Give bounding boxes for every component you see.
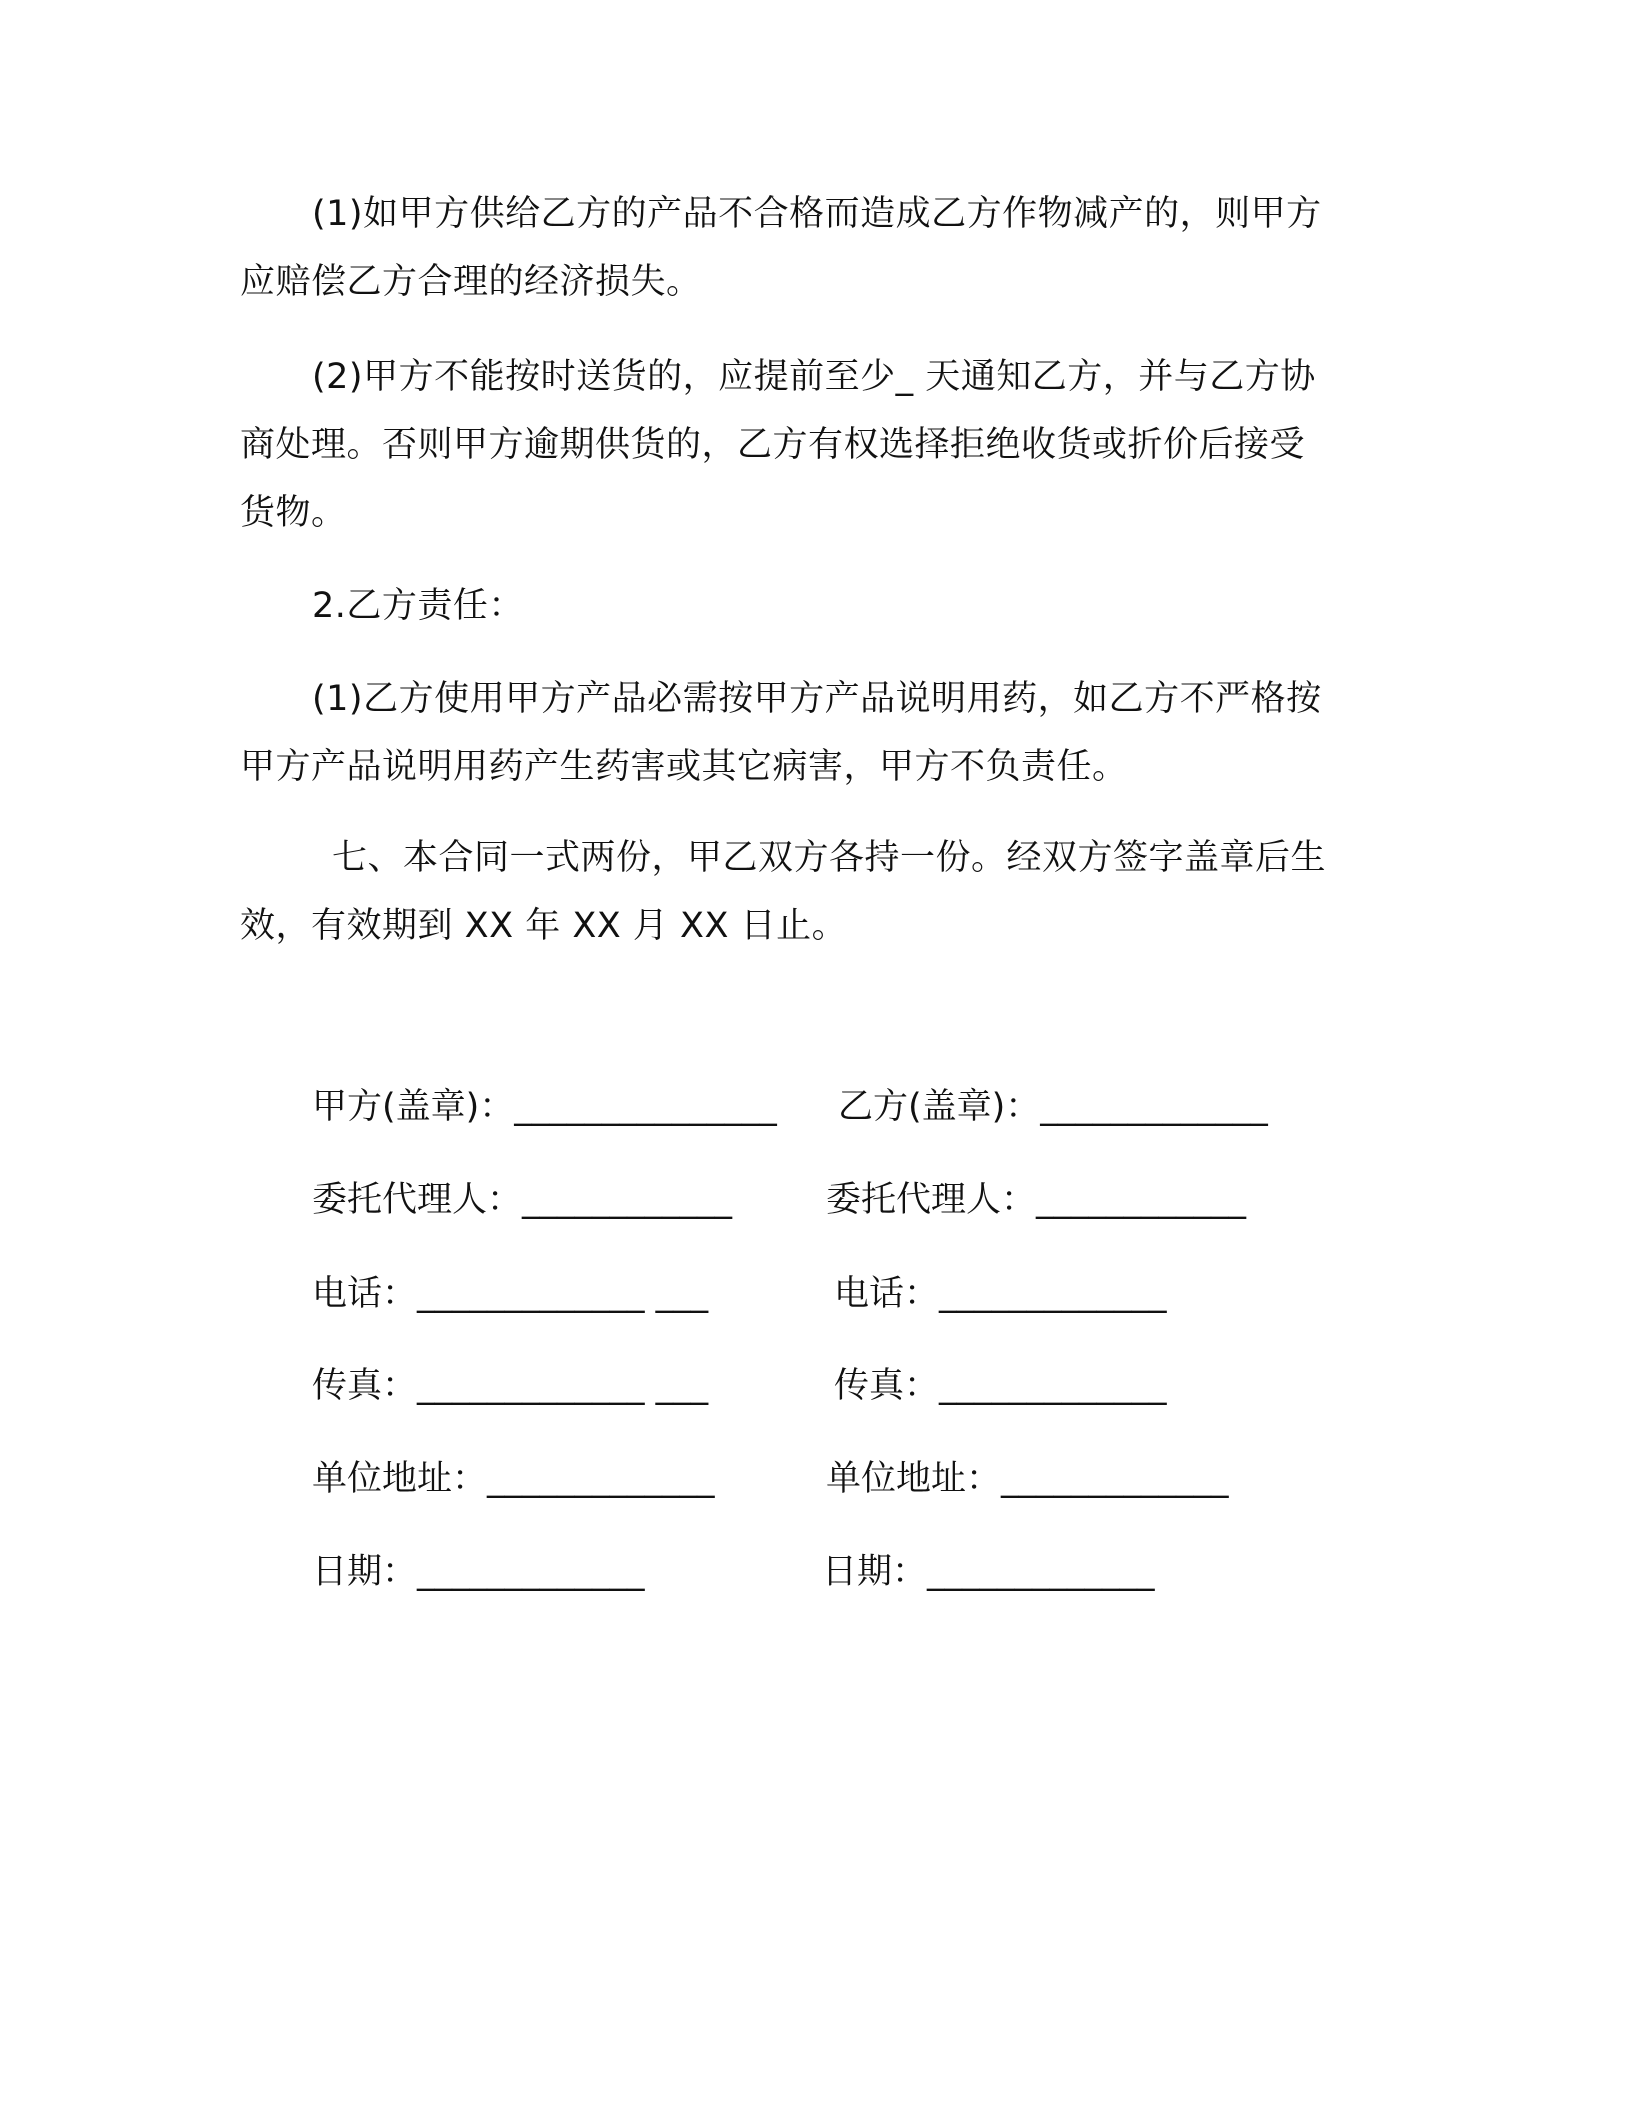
section-2-heading [240,572,1380,640]
party-a-seal-field: 甲方(盖章)：_______________ [312,1087,777,1127]
article-7-line-1: 七、本合同一式两份，甲乙双方各持一份。经双方签字盖章后生 [332,838,1327,878]
party-b-agent-field: 委托代理人：____________ [826,1180,1247,1220]
party-b-seal-field: 乙方(盖章)：_____________ [838,1087,1268,1127]
clause-a1 [240,180,1380,316]
party-b-phone-field: 电话：_____________ [834,1274,1167,1314]
party-a-fax-field: 传真：_____________ ___ [312,1366,709,1406]
party-b-address-field: 单位地址：_____________ [826,1459,1229,1499]
clause-a2-line-2: 商处理。否则甲方逾期供货的，乙方有权选择拒绝收货或折价后接受 [240,425,1306,465]
article-7-line-2: 效，有效期到 XX 年 XX 月 XX 日止。 [240,906,848,946]
party-a-phone-field: 电话：_____________ ___ [312,1274,709,1314]
clause-a2 [240,343,1380,547]
clause-b1-line-2: 甲方产品说明用药产生药害或其它病害，甲方不负责任。 [240,747,1128,787]
party-a-date-field: 日期：_____________ [312,1552,645,1592]
article-7 [240,824,1380,960]
party-b-date-field: 日期：_____________ [822,1552,1155,1592]
clause-b1-line-1: (1)乙方使用甲方产品必需按甲方产品说明用药，如乙方不严格按 [312,679,1322,719]
clause-a2-line-3: 货物。 [240,493,347,533]
clause-b1 [240,665,1380,801]
party-a-address-field: 单位地址：_____________ [312,1459,715,1499]
party-a-agent-field: 委托代理人：____________ [312,1180,733,1220]
clause-a1-line-2: 应赔偿乙方合理的经济损失。 [240,262,702,302]
party-b-fax-field: 传真：_____________ [834,1366,1167,1406]
clause-a1-line-1: (1)如甲方供给乙方的产品不合格而造成乙方作物减产的，则甲方 [312,194,1322,234]
section-2-heading-text: 2.乙方责任： [312,586,524,626]
clause-a2-line-1: (2)甲方不能按时送货的，应提前至少_ 天通知乙方，并与乙方协 [312,357,1316,397]
